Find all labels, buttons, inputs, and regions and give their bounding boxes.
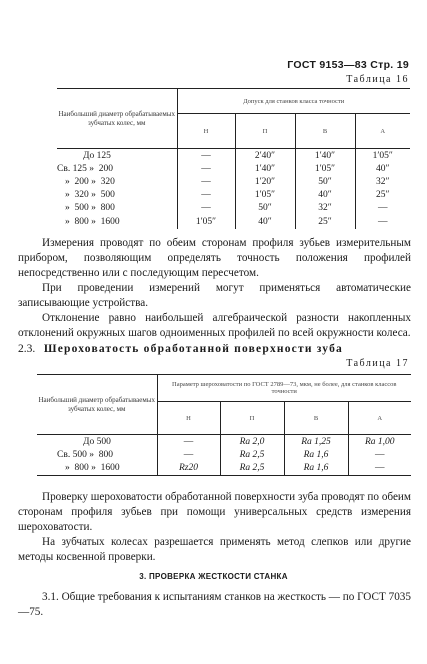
paragraph: Отклонение равно наибольшей алгебраической разности накопленных отклонений окружных шагов одноименных профилей по всей окружности колеса. [18,312,411,339]
table-row-label: До 125 [83,150,111,161]
table-cell: Ra 1,6 [284,462,348,476]
table-row-label: » 320 » 500 [65,190,115,200]
paragraph: Проверку шероховатости обработанной поверхности зуба проводят по обеим сторонам профиля зубьев при помощи универсальных средств измерения шероховатости. [18,491,411,533]
table-16-class-a: А [355,114,410,149]
table-cell: Rz20 [157,462,220,476]
section-title: Шероховатость обработанной поверхности зуба [43,343,344,355]
table-cell: — [177,202,235,215]
table-17-class-n: Н [157,402,220,435]
table-cell: — [157,449,220,462]
table-cell: 40″ [355,163,410,176]
table-16-class-n: Н [177,114,235,149]
table-cell: — [348,449,411,462]
table-17-header-group: Параметр шероховатости по ГОСТ 2789—73, мкм, не более, для станков классов точности [157,375,411,402]
table-cell: 32″ [295,202,355,215]
table-row-label: » 800 » 1600 [65,463,120,474]
table-cell: Ra 1,00 [348,435,411,449]
table-cell: 1′40″ [295,149,355,163]
table-row-label: » 200 » 320 [65,177,115,187]
text-block-a [18,236,411,341]
paragraph: При проведении измерений могут применяться автоматические записывающие устройства. [18,282,411,309]
page-header: ГОСТ 9153—83 Стр. 19 [287,59,409,71]
table-cell: 50″ [295,176,355,189]
section-3-heading: 3. ПРОВЕРКА ЖЕСТКОСТИ СТАНКА [139,572,288,581]
table-cell: 1′40″ [235,163,295,176]
table-cell: 1′20″ [235,176,295,189]
table-cell: 2′40″ [235,149,295,163]
section-2-3-heading [18,342,411,357]
table-17 [37,374,411,476]
table-cell: Ra 2,0 [220,435,284,449]
table-cell: Ra 2,5 [220,449,284,462]
table-cell: — [177,163,235,176]
table-cell: — [355,202,410,215]
table-cell: — [177,176,235,189]
text-block-b [18,490,411,565]
table-16-class-v: В [295,114,355,149]
table-row-label: До 500 [83,436,111,447]
table-cell: 1′05″ [235,189,295,202]
table-17-class-p: П [220,402,284,435]
table-16-header-diameter: Наибольший диаметр обрабатываемых зубчатых колес, мм [57,89,177,149]
table-row-label: » 500 » 800 [65,203,115,213]
table-cell: Ra 2,5 [220,462,284,476]
table-row-label: Св. 500 » 800 [57,450,113,460]
table-cell: — [348,462,411,476]
table-17-class-v: В [284,402,348,435]
table-cell: 40″ [295,189,355,202]
table-16-class-p: П [235,114,295,149]
table-16 [57,88,410,229]
table-cell: — [157,435,220,449]
paragraph: На зубчатых колесах разрешается применять метод слепков или другие методы косвенной проверки. [18,536,411,563]
table-cell: 1′05″ [177,215,235,229]
table-cell: 32″ [355,176,410,189]
table-cell: — [355,215,410,229]
table-cell: 50″ [235,202,295,215]
table-cell: — [177,189,235,202]
table-16-header-group: Допуск для станков класса точности [177,89,410,114]
table-16-caption: Таблица 16 [346,74,409,85]
table-cell: — [177,149,235,163]
table-17-caption: Таблица 17 [346,358,409,369]
table-cell: 1′05″ [295,163,355,176]
table-row-label: Св. 125 » 200 [57,164,113,174]
table-row-label: » 800 » 1600 [65,216,120,227]
table-cell: Ra 1,25 [284,435,348,449]
paragraph: Измерения проводят по обеим сторонам профиля зубьев измерительным прибором, позволяющим определять точность положения профилей непосредственно или с последующим пересчетом. [18,237,411,279]
table-17-class-a: А [348,402,411,435]
section-number: 2.3. [18,343,36,355]
table-cell: 25″ [355,189,410,202]
table-cell: 40″ [235,215,295,229]
table-cell: 25″ [295,215,355,229]
paragraph-3-1: 3.1. Общие требования к испытаниям станков на жесткость — по ГОСТ 7035—75. [18,591,411,618]
table-cell: 1′05″ [355,149,410,163]
table-cell: Ra 1,6 [284,449,348,462]
table-17-header-diameter: Наибольший диаметр обрабатываемых зубчатых колес, мм [37,375,157,435]
